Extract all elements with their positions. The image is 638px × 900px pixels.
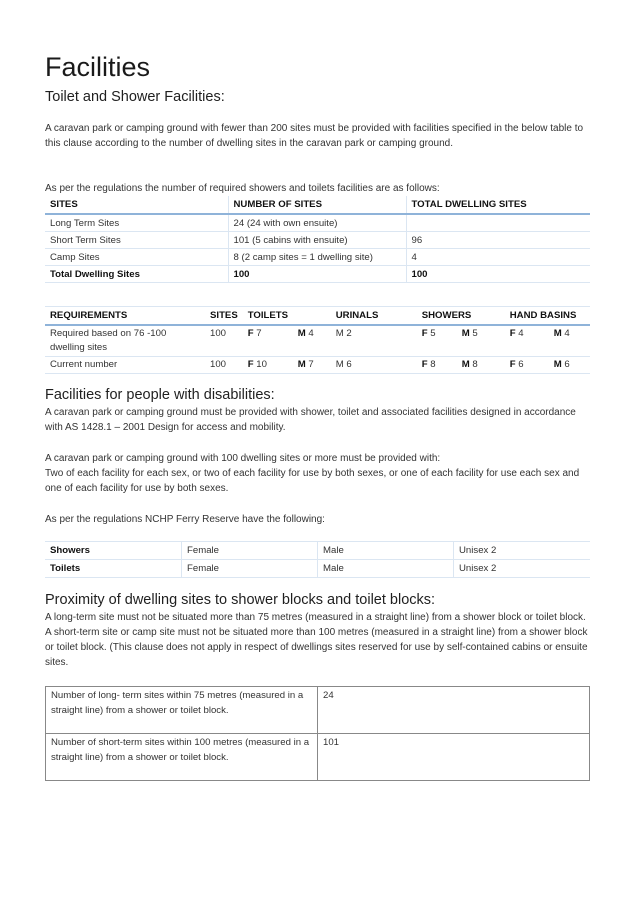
table-cell: 4 <box>406 249 590 266</box>
table-cell: 101 <box>318 734 590 781</box>
table-cell: Required based on 76 -100 dwelling sites <box>45 325 205 357</box>
table-cell: 101 (5 cabins with ensuite) <box>228 232 406 249</box>
page-title: Facilities <box>45 52 151 82</box>
table-cell: Male <box>318 542 454 560</box>
table-cell: 100 <box>228 266 406 283</box>
table-cell: Female <box>182 542 318 560</box>
table-cell: 8 (2 camp sites = 1 dwelling site) <box>228 249 406 266</box>
table-cell: Short Term Sites <box>45 232 228 249</box>
table-cell: Female <box>182 560 318 578</box>
table-row <box>45 325 590 357</box>
table-row <box>46 734 590 781</box>
section-subtitle: Toilet and Shower Facilities: <box>45 89 225 105</box>
table-cell: Current number <box>45 357 205 374</box>
table-cell: Number of short-term sites within 100 metres (measured in a straight line) from a shower or toilet block. <box>46 734 318 781</box>
table-cell: Long Term Sites <box>45 214 228 232</box>
table-cell: Showers <box>45 542 182 560</box>
column-header: TOILETS <box>243 307 331 326</box>
intro-paragraph: A caravan park or camping ground with fewer than 200 sites must be provided with facilities specified in the below table to this clause according to the number of dwelling sites in the caravan park or camping ground. <box>45 123 584 149</box>
table-cell: F 8 <box>417 357 457 374</box>
disabilities-paragraph: Two of each facility for each sex, or two of each facility for use by both sexes, or one of each facility for use each sex and one of each facility for use by both sexes. <box>45 468 580 494</box>
disabilities-paragraph: A caravan park or camping ground with 100 dwelling sites or more must be provided with: <box>45 453 441 464</box>
table-cell: F 6 <box>505 357 549 374</box>
table-cell: Number of long- term sites within 75 metres (measured in a straight line) from a shower or toilet block. <box>46 687 318 734</box>
column-header: NUMBER OF SITES <box>228 196 406 214</box>
table-cell: F 10 <box>243 357 293 374</box>
table-cell: Camp Sites <box>45 249 228 266</box>
table-cell: M 4 <box>549 325 590 357</box>
table-row <box>45 357 590 374</box>
disabilities-paragraph: A caravan park or camping ground must be provided with shower, toilet and associated facilities designed in accordance with AS 1428.1 – 2001 Design for access and mobility. <box>45 407 576 433</box>
table-cell <box>406 214 590 232</box>
table-cell: F 5 <box>417 325 457 357</box>
disabilities-table <box>45 541 590 578</box>
table-cell: 100 <box>205 325 243 357</box>
table-cell: M 2 <box>331 325 417 357</box>
column-header: TOTAL DWELLING SITES <box>406 196 590 214</box>
proximity-paragraph: A long-term site must not be situated more than 75 metres (measured in a straight line) from a shower block or toilet block. A short-term site or camp site must not be situated more than 100 metres (measured in a straight line) from a shower block or toilet block. (This clause does not apply in respect of dwellings sites reserved for use by self-contained cabins or ensuite sites. <box>45 612 588 668</box>
column-header: SHOWERS <box>417 307 505 326</box>
table-cell: Toilets <box>45 560 182 578</box>
table-cell: M 6 <box>549 357 590 374</box>
table-header-row <box>45 307 590 326</box>
table-cell: M 4 <box>293 325 331 357</box>
column-header: REQUIREMENTS <box>45 307 205 326</box>
table-cell: M 8 <box>457 357 505 374</box>
table-cell: 100 <box>205 357 243 374</box>
table-cell: M 5 <box>457 325 505 357</box>
table-header-row <box>45 196 590 214</box>
disabilities-heading: Facilities for people with disabilities: <box>45 387 275 403</box>
table-row <box>45 542 590 560</box>
proximity-heading: Proximity of dwelling sites to shower blocks and toilet blocks: <box>45 592 436 608</box>
column-header: SITES <box>45 196 228 214</box>
column-header: URINALS <box>331 307 417 326</box>
table-row <box>46 687 590 734</box>
table-cell: Unisex 2 <box>454 542 591 560</box>
table-row <box>45 214 590 232</box>
table-row <box>45 232 590 249</box>
sites-table <box>45 196 590 283</box>
table-cell: Total Dwelling Sites <box>45 266 228 283</box>
requirements-table <box>45 306 590 374</box>
table-cell: F 7 <box>243 325 293 357</box>
column-header: HAND BASINS <box>505 307 590 326</box>
proximity-table <box>45 686 590 781</box>
table-cell: Unisex 2 <box>454 560 591 578</box>
table-cell: M 6 <box>331 357 417 374</box>
table-cell: Male <box>318 560 454 578</box>
table-row <box>45 560 590 578</box>
table-cell: M 7 <box>293 357 331 374</box>
total-row <box>45 266 590 283</box>
table-cell: 24 (24 with own ensuite) <box>228 214 406 232</box>
table-cell: 24 <box>318 687 590 734</box>
table-row <box>45 249 590 266</box>
table-cell: 96 <box>406 232 590 249</box>
disabilities-paragraph: As per the regulations NCHP Ferry Reserve have the following: <box>45 514 325 525</box>
column-header: SITES <box>205 307 243 326</box>
table-cell: F 4 <box>505 325 549 357</box>
regs-intro-paragraph: As per the regulations the number of required showers and toilets facilities are as follows: <box>45 183 440 194</box>
table-cell: 100 <box>406 266 590 283</box>
